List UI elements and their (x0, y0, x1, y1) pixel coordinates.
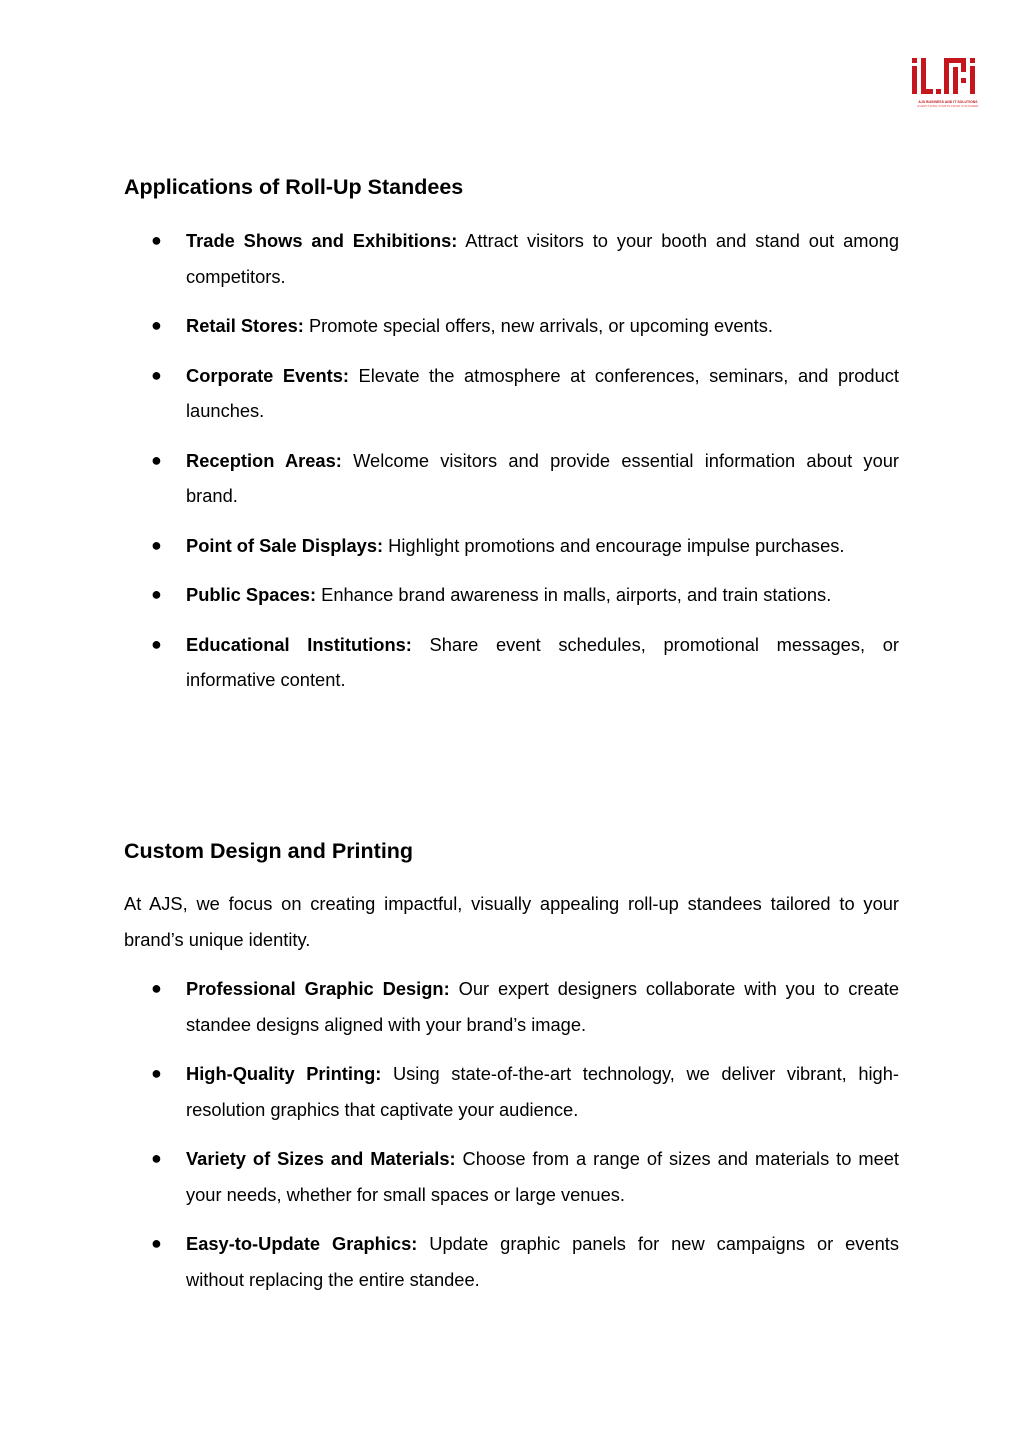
list-item-text: Enhance brand awareness in malls, airports, and train stations. (321, 584, 832, 605)
list-item-text: Our expert designers collaborate with you to create standee designs aligned with your brand’s image. (186, 978, 900, 1035)
bullet-icon: ● (151, 1233, 162, 1253)
list-item-term: Retail Stores: (186, 315, 304, 336)
list-item-text: Share event schedules, promotional messages, or informative content. (186, 633, 899, 690)
list-item (124, 577, 899, 613)
list-item (124, 1056, 899, 1127)
list-item-term: High-Quality Printing: (186, 1063, 382, 1084)
bullet-icon: ● (151, 315, 162, 335)
section-heading-applications: Applications of Roll-Up Standees (124, 175, 464, 199)
list-item-term: Educational Institutions: (186, 633, 412, 655)
list-item (124, 1226, 899, 1297)
list-item-text: Elevate the atmosphere at conferences, seminars, and product launches. (186, 364, 899, 421)
list-item-term: Easy-to-Update Graphics: (186, 1233, 418, 1254)
bullet-icon: ● (151, 534, 162, 555)
list-item-term: Trade Shows and Exhibitions: (186, 230, 458, 251)
list-item-text: Welcome visitors and provide essential information about your brand. (186, 449, 899, 506)
list-item-term: Variety of Sizes and Materials: (186, 1148, 456, 1169)
logo-caption (908, 100, 988, 108)
bullet-icon: ● (151, 978, 162, 998)
list-item (124, 223, 899, 294)
bullet-icon: ● (151, 584, 162, 604)
list-item (124, 971, 899, 1042)
list-item-text: Highlight promotions and encourage impulse purchases. (388, 534, 845, 556)
list-item-term: Public Spaces: (186, 584, 317, 605)
section-intro: At AJS, we focus on creating impactful, visually appealing roll-up standees tailored to your brand’s unique identity. (124, 893, 899, 950)
list-item-text: Using state-of-the-art technology, we deliver vibrant, high-resolution graphics that captivate your audience. (186, 1063, 899, 1120)
list-item (124, 627, 899, 698)
logo-company-name: AJS BUSINESS AND IT SOLUTIONS (918, 100, 978, 104)
ajs-logo-icon (908, 54, 988, 100)
list-item-text: Attract visitors to your booth and stand out among competitors. (186, 230, 899, 287)
bullet-icon: ● (151, 364, 162, 385)
bullet-icon: ● (151, 230, 162, 250)
bullet-icon: ● (151, 633, 162, 654)
bullet-icon: ● (151, 1148, 162, 1168)
brand-logo (908, 54, 988, 112)
list-item-text: Update graphic panels for new campaigns or events without replacing the entire standee. (186, 1233, 899, 1290)
bullet-icon: ● (151, 1063, 162, 1083)
list-item (124, 1141, 899, 1212)
list-item-term: Corporate Events: (186, 364, 349, 386)
list-item (124, 443, 899, 514)
list-item (124, 308, 899, 344)
list-item (124, 528, 899, 564)
custom-design-list (124, 971, 899, 1311)
section-heading-custom-design: Custom Design and Printing (124, 839, 414, 863)
list-item-text: Promote special offers, new arrivals, or upcoming events. (308, 315, 773, 336)
list-item (124, 358, 899, 429)
logo-tagline: EVERYTHING STARTS FROM CUSTOMER (917, 104, 979, 108)
applications-list (124, 223, 899, 712)
list-item-text: Choose from a range of sizes and materials to meet your needs, whether for small spaces or large venues. (186, 1148, 899, 1205)
list-item-term: Point of Sale Displays: (186, 534, 384, 556)
list-item-term: Professional Graphic Design: (186, 978, 450, 999)
bullet-icon: ● (151, 449, 162, 470)
list-item-term: Reception Areas: (186, 449, 342, 471)
